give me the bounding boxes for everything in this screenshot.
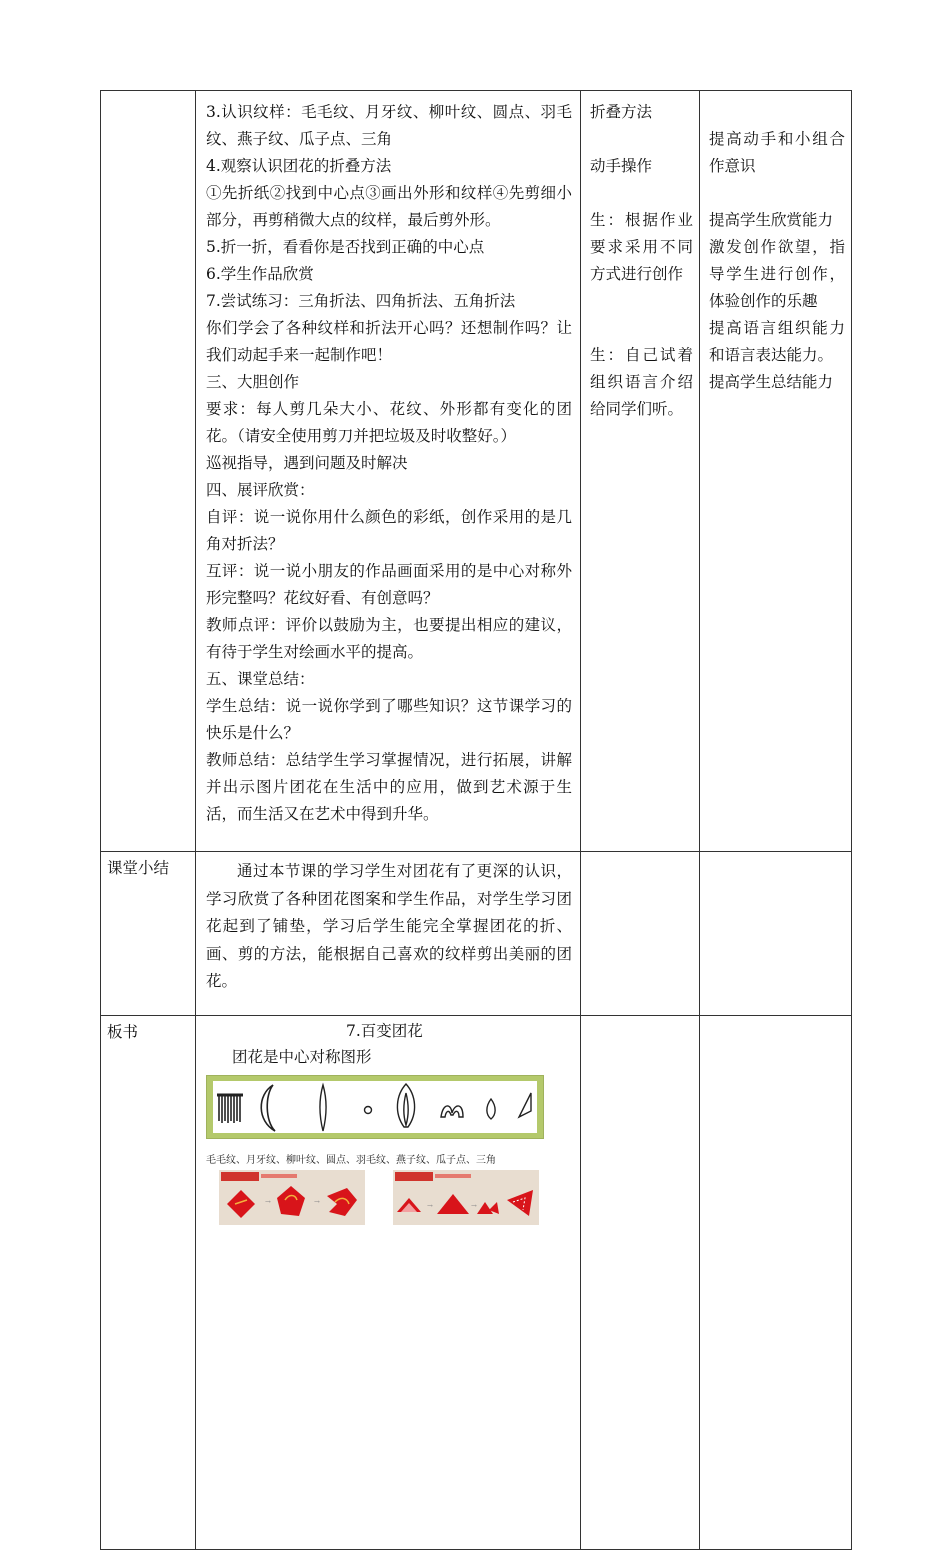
dot-pattern-icon <box>365 1107 372 1114</box>
student-item: 动手操作 <box>590 157 653 175</box>
lesson-plan-table <box>100 90 852 1550</box>
intent-item: 提高学生总结能力 <box>709 373 834 391</box>
intent-item: 提高学生欣赏能力 <box>709 211 834 229</box>
student-item: 生：自己试着组织语言介绍给同学们听。 <box>590 346 693 418</box>
summary-text: 通过本节课的学习学生对团花有了更深的认识，学习欣赏了各种团花图案和学生作品，对学生学习团花起到了铺垫，学习后学生能完全掌握团花的折、画、剪的方法，能根据自己喜欢的纹样剪出美丽的团花。 <box>206 862 572 990</box>
willow-leaf-pattern-icon <box>320 1085 326 1131</box>
step-line: 3.认识纹样：毛毛纹、月牙纹、柳叶纹、圆点、羽毛纹、燕子纹、瓜子点、三角 <box>206 103 572 148</box>
svg-text:→: → <box>471 1202 477 1210</box>
board-label-cell <box>101 1016 196 1550</box>
step-line: 教师总结：总结学生学习掌握情况，进行拓展，讲解并出示图片团花在生活中的应用，做到艺术源于生活，而生活又在艺术中得到升华。 <box>206 751 572 823</box>
step-line: 四、展评欣赏： <box>206 481 315 499</box>
triangle-pattern-icon <box>519 1093 531 1117</box>
student-activity-cell <box>581 91 700 852</box>
board-title: 7.百变团花 <box>346 1022 423 1040</box>
svg-text:→: → <box>427 1202 433 1210</box>
summary-empty-cell <box>581 852 700 1016</box>
design-intent-cell <box>700 91 852 852</box>
folding-steps-image-left <box>219 1170 365 1225</box>
step-line: 4.观察认识团花的折叠方法 <box>206 157 392 175</box>
feather-pattern-icon <box>397 1084 414 1127</box>
board-empty-cell <box>700 1016 852 1550</box>
step-line: 你们学会了各种纹样和折法开心吗？还想制作吗？让我们动起手来一起制作吧！ <box>206 319 572 364</box>
label-cell-empty <box>101 91 196 852</box>
intent-item: 提高动手和小组合作意识 <box>709 130 845 175</box>
melon-seed-pattern-icon <box>487 1099 495 1119</box>
swallow-pattern-icon <box>441 1106 463 1117</box>
step-line: 巡视指导，遇到问题及时解决 <box>206 454 408 472</box>
svg-text:→: → <box>265 1198 271 1206</box>
summary-text-cell <box>196 852 581 1016</box>
step-line: 学生总结：说一说你学到了哪些知识？这节课学习的快乐是什么？ <box>206 697 572 742</box>
summary-label-cell <box>101 852 196 1016</box>
fur-pattern-icon <box>217 1095 243 1123</box>
summary-empty-cell <box>700 852 852 1016</box>
step-line: 6.学生作品欣赏 <box>206 265 314 283</box>
board-subtitle: 团花是中心对称图形 <box>232 1048 372 1066</box>
teacher-steps-cell <box>196 91 581 852</box>
step-line: 五、课堂总结： <box>206 670 315 688</box>
pattern-strip-image <box>206 1075 544 1139</box>
student-item: 生：根据作业要求采用不同方式进行创作 <box>590 211 693 283</box>
step-line: 三、大胆创作 <box>206 373 300 391</box>
intent-item: 激发创作欲望，指导学生进行创作，体验创作的乐趣 <box>709 238 845 310</box>
intent-item: 提高语言组织能力和语言表达能力。 <box>709 319 845 364</box>
teaching-process-row <box>101 91 852 852</box>
student-item: 折叠方法 <box>590 103 653 121</box>
step-line: ①先折纸②找到中心点③画出外形和纹样④先剪细小部分，再剪稍微大点的纹样，最后剪外形。 <box>206 184 572 229</box>
pattern-caption: 毛毛纹、月牙纹、柳叶纹、圆点、羽毛纹、燕子纹、瓜子点、三角 <box>206 1155 496 1166</box>
step-line: 自评：说一说你用什么颜色的彩纸，创作采用的是几角对折法？ <box>206 508 572 553</box>
step-line: 互评：说一说小朋友的作品画面采用的是中心对称外形完整吗？花纹好看、有创意吗？ <box>206 562 572 607</box>
step-line: 7.尝试练习：三角折法、四角折法、五角折法 <box>206 292 516 310</box>
step-line: 5.折一折，看看你是否找到正确的中心点 <box>206 238 485 256</box>
board-row <box>101 1016 852 1550</box>
board-empty-cell <box>581 1016 700 1550</box>
board-label: 板书 <box>107 1023 139 1041</box>
pattern-shapes <box>213 1081 537 1133</box>
summary-row <box>101 852 852 1016</box>
step-line: 要求：每人剪几朵大小、花纹、外形都有变化的团花。（请安全使用剪刀并把垃圾及时收整好。） <box>206 400 572 445</box>
board-content-cell <box>196 1016 581 1550</box>
summary-label: 课堂小结 <box>107 859 170 877</box>
folding-steps-image-right <box>393 1170 539 1225</box>
crescent-pattern-icon <box>261 1085 275 1131</box>
step-line: 教师点评：评价以鼓励为主，也要提出相应的建议，有待于学生对绘画水平的提高。 <box>206 616 572 661</box>
svg-text:→: → <box>314 1198 320 1206</box>
